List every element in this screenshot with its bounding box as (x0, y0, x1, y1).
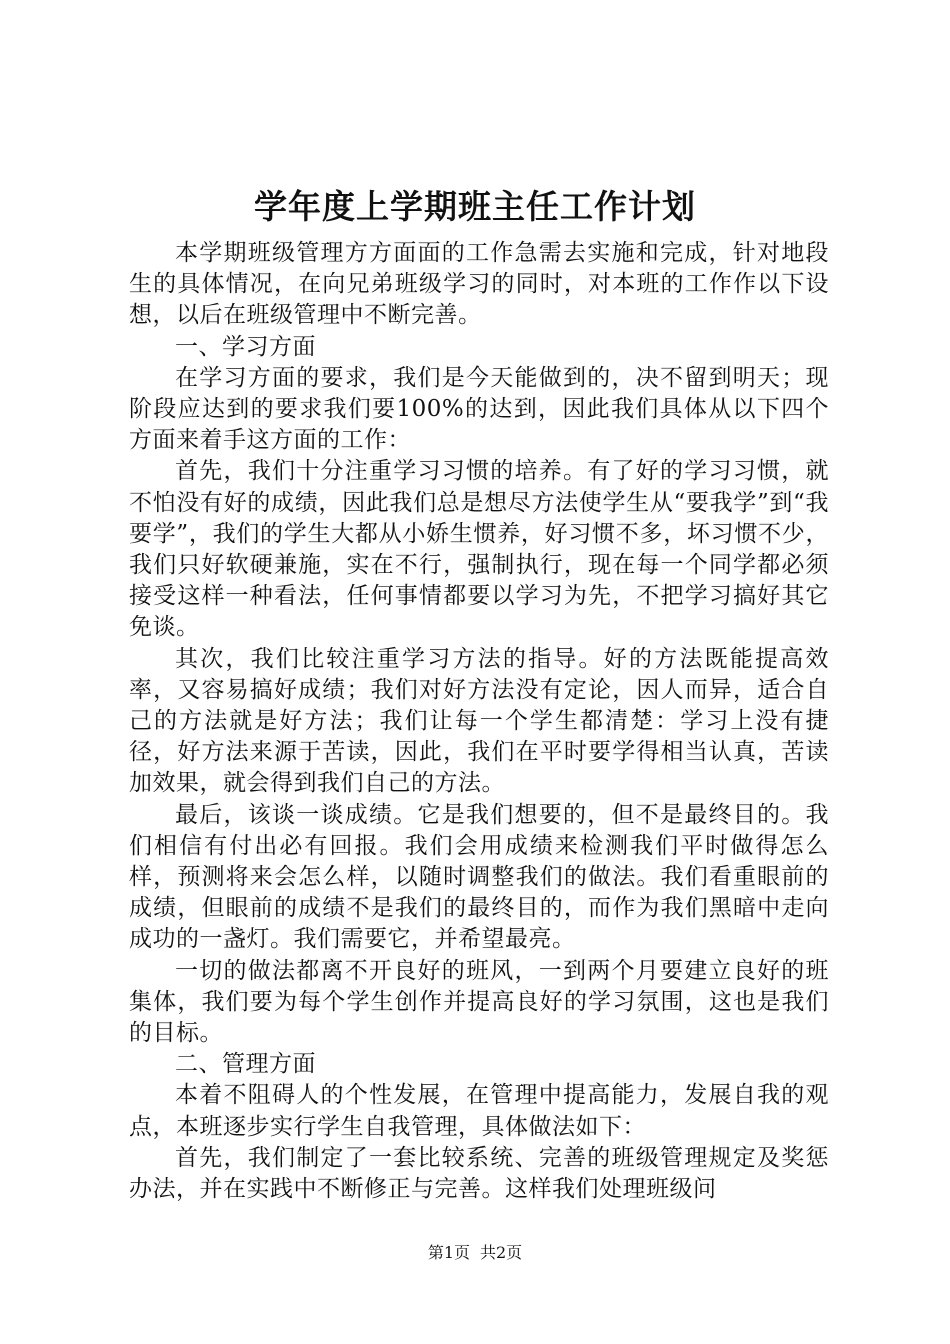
paragraph-intro: 本学期班级管理方方面面的工作急需去实施和完成，针对地段生的具体情况，在向兄弟班级学习的同时，对本班的工作作以下设想，以后在班级管理中不断完善。 (129, 240, 829, 329)
page-title: 学年度上学期班主任工作计划 (254, 187, 696, 226)
section-heading-management: 二、管理方面 (175, 1051, 316, 1078)
paragraph-study-requirements: 在学习方面的要求，我们是今天能做到的，决不留到明天；现阶段应达到的要求我们要100%的达到，因此我们具体从以下四个方面来着手这方面的工作： (129, 364, 829, 454)
paragraph-grades: 最后，该谈一谈成绩。它是我们想要的，但不是最终目的。我们相信有付出必有回报。我们会用成绩来检测我们平时做得怎么样，预测将来会怎么样，以随时调整我们的做法。我们看重眼前的成绩，但眼前的成绩不是我们的最终目的，而作为我们黑暗中走向成功的一盏灯。我们需要它，并希望最亮。 (129, 801, 829, 953)
page-footer (0, 1242, 950, 1264)
paragraph-study-methods: 其次，我们比较注重学习方法的指导。好的方法既能提高效率，又容易搞好成绩；我们对好方法没有定论，因人而异，适合自己的方法就是好方法；我们让每一个学生都清楚：学习上没有捷径，好方法来源于苦读，因此，我们在平时要学得相当认真，苦读加效果，就会得到我们自己的方法。 (129, 645, 829, 797)
document-body (129, 238, 829, 1205)
section-heading-study: 一、学习方面 (175, 333, 316, 360)
page-total: 共2页 (480, 1243, 523, 1262)
paragraph-management-intro: 本着不阻碍人的个性发展，在管理中提高能力，发展自我的观点，本班逐步实行学生自我管理，具体做法如下： (129, 1082, 829, 1140)
page-number: 第1页 (427, 1243, 470, 1262)
paragraph-class-spirit: 一切的做法都离不开良好的班风，一到两个月要建立良好的班集体，我们要为每个学生创作并提高良好的学习氛围，这也是我们的目标。 (129, 957, 829, 1047)
paragraph-management-rules: 首先，我们制定了一套比较系统、完善的班级管理规定及奖惩办法，并在实践中不断修正与完善。这样我们处理班级问 (129, 1144, 829, 1203)
paragraph-study-habits: 首先，我们十分注重学习习惯的培养。有了好的学习习惯，就不怕没有好的成绩，因此我们总是想尽方法使学生从“要我学”到“我要学”，我们的学生大都从小娇生惯养，好习惯不多，坏习惯不少，我们只好软硬兼施，实在不行，强制执行，现在每一个同学都必须接受这样一种看法，任何事情都要以学习为先，不把学习搞好其它免谈。 (129, 458, 829, 641)
